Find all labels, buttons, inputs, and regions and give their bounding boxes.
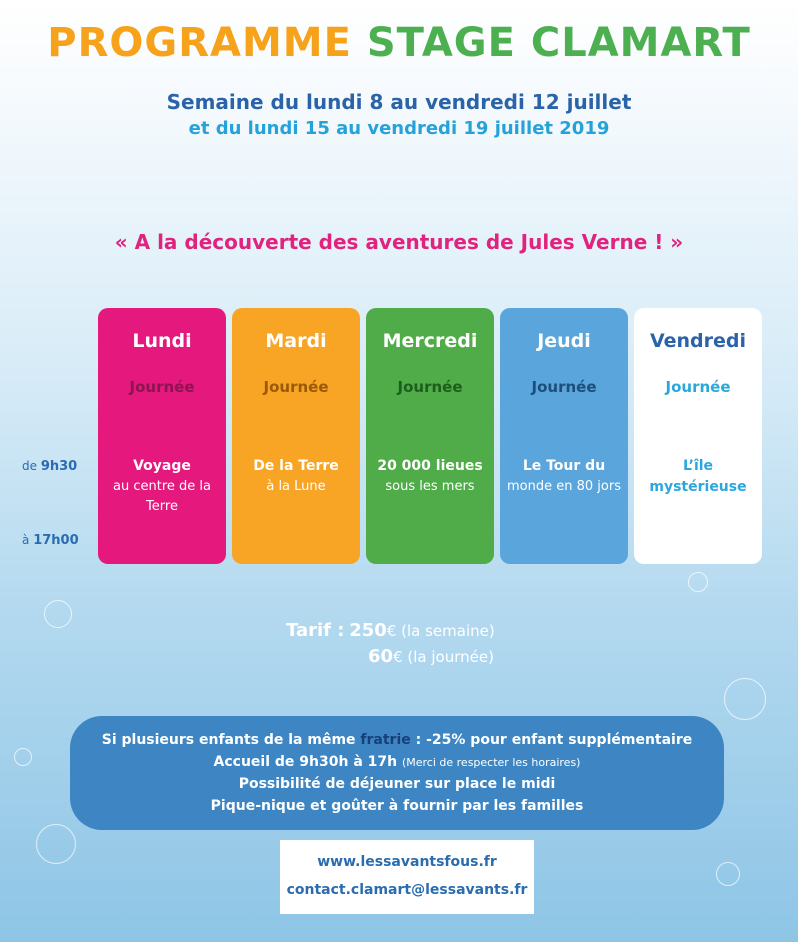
day-card-lundi [98, 308, 226, 564]
activity-title: L’île mystérieuse [649, 458, 747, 495]
tarif-day-suffix: € (la journée) [393, 648, 494, 666]
page-title [0, 20, 798, 66]
start-time [22, 459, 77, 474]
day-name: Jeudi [537, 330, 591, 352]
day-activity [636, 456, 760, 498]
email-link[interactable]: contact.clamart@lessavants.fr [286, 882, 528, 898]
decorative-bubble [44, 600, 72, 628]
start-time-value: 9h30 [40, 459, 78, 474]
day-activity [368, 456, 492, 497]
day-card-jeudi [500, 308, 628, 564]
subtitle-week-1: Semaine du lundi 8 au vendredi 12 juillet [166, 90, 632, 114]
day-activity [502, 456, 626, 497]
info-line1-fratrie: fratrie [360, 732, 411, 748]
tarif-week-suffix: € (la semaine) [386, 622, 495, 640]
day-name: Mercredi [382, 330, 478, 352]
website-link[interactable]: www.lessavantsfous.fr [317, 854, 497, 870]
tarif-week-amount: 250 [349, 620, 387, 641]
activity-title: 20 000 lieues [377, 458, 483, 474]
activity-title: Le Tour du [522, 458, 606, 474]
info-panel [70, 716, 724, 830]
day-type: Journée [531, 378, 597, 396]
tarif-day-amount: 60 [368, 646, 394, 667]
activity-subtitle: sous les mers [385, 479, 475, 494]
day-card-vendredi [634, 308, 762, 564]
day-card-mercredi [366, 308, 494, 564]
end-time [22, 533, 79, 548]
contact-box [280, 840, 534, 914]
day-name: Lundi [132, 330, 192, 352]
activity-title: De la Terre [253, 458, 339, 474]
day-activity [100, 456, 224, 517]
activity-title: Voyage [133, 458, 191, 474]
info-line-accueil [70, 754, 724, 770]
decorative-bubble [688, 572, 708, 592]
day-activity [234, 456, 358, 497]
decorative-bubble [724, 678, 766, 720]
day-type: Journée [263, 378, 329, 396]
day-type: Journée [397, 378, 463, 396]
info-line1-a: Si plusieurs enfants de la même [101, 732, 356, 748]
decorative-bubble [14, 748, 32, 766]
info-line2-a: Accueil de 9h30h à 17h [213, 754, 398, 770]
tarif-label: Tarif : [286, 620, 345, 641]
info-line2-b: (Merci de respecter les horaires) [401, 756, 581, 769]
day-name: Vendredi [649, 330, 747, 352]
end-time-value: 17h00 [33, 533, 79, 548]
activity-subtitle: monde en 80 jors [507, 479, 621, 494]
start-time-prefix: de [22, 459, 37, 473]
decorative-bubble [36, 824, 76, 864]
day-type: Journée [665, 378, 731, 396]
info-line-fratrie [70, 732, 724, 748]
info-line-pique-nique: Pique-nique et goûter à fournir par les familles [210, 798, 584, 814]
day-card-mardi [232, 308, 360, 564]
info-line1-c: : -25% pour enfant supplémentaire [415, 732, 693, 748]
info-line-dejeuner: Possibilité de déjeuner sur place le midi [238, 776, 556, 792]
subtitle-week-2: et du lundi 15 au vendredi 19 juillet 2019 [188, 118, 610, 139]
tarif-day [368, 646, 494, 667]
end-time-prefix: à [22, 533, 30, 547]
title-word-stage-clamart: STAGE CLAMART [366, 20, 751, 66]
activity-subtitle: au centre de la Terre [113, 479, 211, 514]
decorative-bubble [716, 862, 740, 886]
title-word-programme: PROGRAMME [47, 20, 352, 66]
day-type: Journée [129, 378, 195, 396]
stage-theme: « A la découverte des aventures de Jules Verne ! » [114, 230, 684, 254]
day-name: Mardi [265, 330, 327, 352]
tarif-week [286, 620, 495, 641]
activity-subtitle: à la Lune [266, 479, 326, 494]
